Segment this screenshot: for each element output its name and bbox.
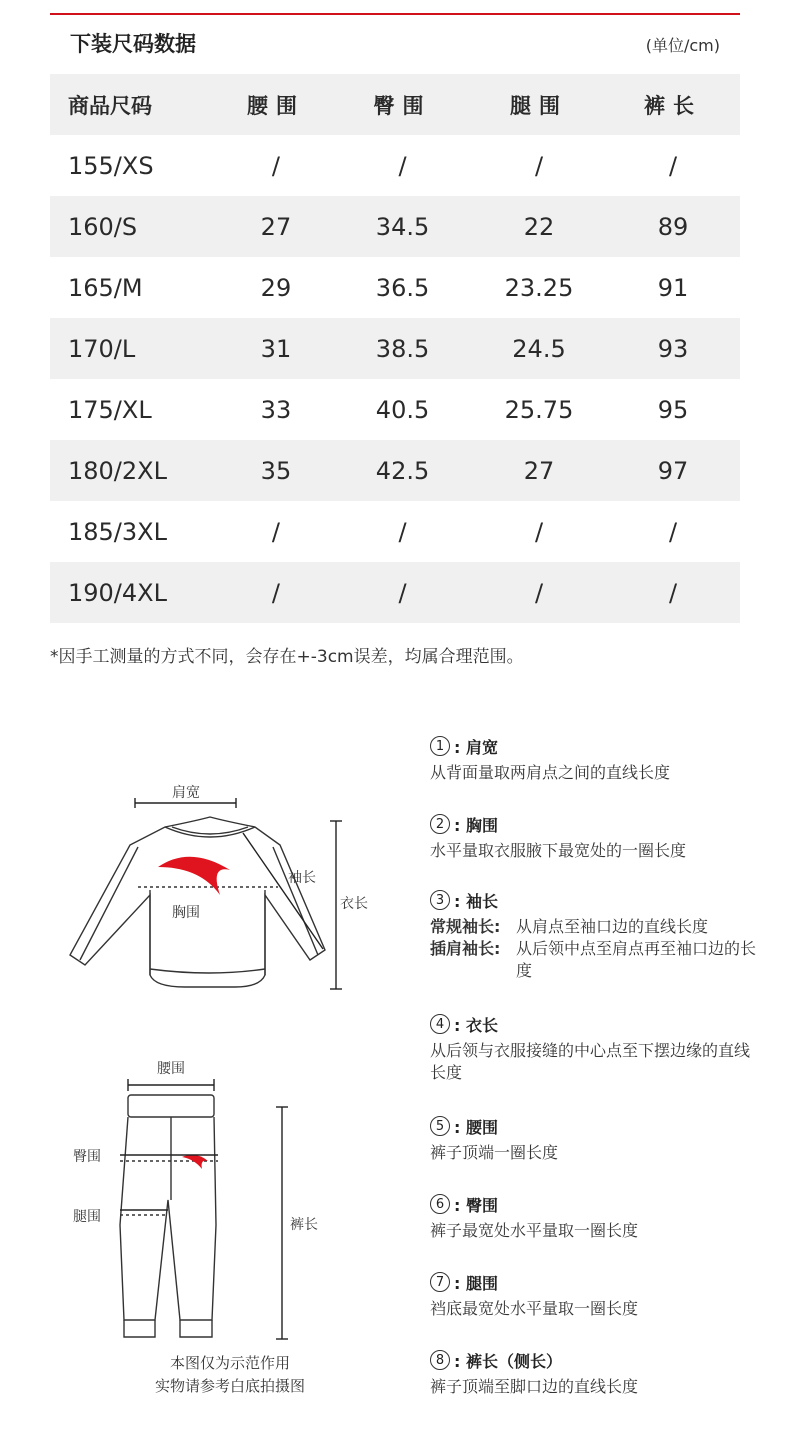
cell: 27 bbox=[523, 456, 555, 485]
cell: 24.5 bbox=[512, 334, 566, 363]
label-body-length: 衣长 bbox=[340, 896, 368, 912]
label-thigh: 腿围 bbox=[73, 1209, 101, 1225]
definition-waist bbox=[430, 1114, 760, 1192]
brand-logo-icon bbox=[158, 857, 230, 895]
cell: 180/2XL bbox=[68, 456, 167, 485]
definition-pants-length bbox=[430, 1348, 760, 1408]
cell: 22 bbox=[523, 212, 555, 241]
circled-number: 2 bbox=[430, 814, 450, 834]
definition-heading: : 肩宽 bbox=[454, 737, 498, 757]
table-row bbox=[50, 440, 740, 501]
measurement-note: *因手工测量的方式不同，会存在+-3cm误差，均属合理范围。 bbox=[50, 647, 524, 667]
pants-illustration bbox=[120, 1095, 218, 1337]
cell: 34.5 bbox=[375, 212, 430, 241]
label-pants-length: 裤长 bbox=[290, 1217, 318, 1233]
definition-text: 水平量取衣服腋下最宽处的一圈长度 bbox=[430, 841, 687, 860]
definition-title bbox=[430, 888, 760, 912]
cell: 93 bbox=[657, 334, 689, 363]
definition-chest bbox=[430, 812, 760, 888]
cell: / bbox=[668, 517, 678, 546]
regular-sleeve-row bbox=[430, 916, 760, 938]
cell: 155/XS bbox=[68, 151, 154, 180]
definition-title bbox=[430, 1270, 760, 1294]
cell: 165/M bbox=[68, 273, 143, 302]
cell: 27 bbox=[260, 212, 292, 241]
cell: / bbox=[668, 151, 678, 180]
circled-number: 7 bbox=[430, 1272, 450, 1292]
definition-text: 裤子顶端至脚口边的直线长度 bbox=[430, 1377, 639, 1396]
regular-sleeve-label: 常规袖长: bbox=[430, 917, 501, 936]
definition-thigh bbox=[430, 1270, 760, 1348]
table-row bbox=[50, 257, 740, 318]
label-chest: 胸围 bbox=[172, 905, 200, 921]
garment-diagram bbox=[40, 720, 400, 1420]
label-waist: 腰围 bbox=[157, 1061, 185, 1077]
cell: 33 bbox=[260, 395, 292, 424]
cell: 31 bbox=[260, 334, 292, 363]
circled-number: 3 bbox=[430, 890, 450, 910]
cell: / bbox=[398, 578, 407, 607]
table-row bbox=[50, 135, 740, 196]
cell: 40.5 bbox=[375, 395, 430, 424]
label-shoulder: 肩宽 bbox=[172, 785, 200, 801]
cell: 170/L bbox=[68, 334, 136, 363]
definition-title bbox=[430, 1114, 760, 1138]
definition-text: 裤子顶端一圈长度 bbox=[430, 1143, 559, 1162]
cell: / bbox=[398, 151, 407, 180]
cell: 89 bbox=[657, 212, 689, 241]
circled-number: 5 bbox=[430, 1116, 450, 1136]
definition-title bbox=[430, 812, 760, 836]
table-row bbox=[50, 318, 740, 379]
raglan-sleeve-row bbox=[430, 938, 760, 982]
cell: 95 bbox=[657, 395, 689, 424]
circled-number: 1 bbox=[430, 736, 450, 756]
definition-heading: : 胸围 bbox=[454, 815, 498, 835]
cell: / bbox=[271, 517, 280, 546]
pants-logo-icon bbox=[182, 1155, 208, 1169]
definition-heading: : 裤长（侧长） bbox=[454, 1351, 562, 1371]
definition-text: 裤子最宽处水平量取一圈长度 bbox=[430, 1221, 639, 1240]
definition-title bbox=[430, 1348, 760, 1372]
caption-line-1: 本图仅为示范作用 bbox=[169, 1354, 290, 1372]
cell: 29 bbox=[260, 273, 292, 302]
cell: / bbox=[271, 151, 280, 180]
definition-heading: : 臀围 bbox=[454, 1195, 498, 1215]
col-header-size: 商品尺码 bbox=[68, 93, 152, 118]
cell: 42.5 bbox=[375, 456, 430, 485]
cell: 38.5 bbox=[375, 334, 430, 363]
cell: / bbox=[271, 578, 280, 607]
top-accent-line bbox=[50, 13, 740, 15]
definition-shoulder bbox=[430, 734, 760, 812]
table-row bbox=[50, 562, 740, 623]
circled-number: 4 bbox=[430, 1014, 450, 1034]
cell: / bbox=[534, 578, 544, 607]
cell: 36.5 bbox=[375, 273, 430, 302]
cell: 97 bbox=[657, 456, 689, 485]
definition-sleeve bbox=[430, 888, 760, 1012]
cell: 23.25 bbox=[504, 273, 574, 302]
cell: 25.75 bbox=[504, 395, 574, 424]
cell: 91 bbox=[657, 273, 689, 302]
regular-sleeve-text: 从肩点至袖口边的直线长度 bbox=[516, 917, 709, 936]
label-hip: 臀围 bbox=[73, 1149, 101, 1165]
definition-text: 从背面量取两肩点之间的直线长度 bbox=[430, 763, 671, 782]
definition-title bbox=[430, 734, 760, 758]
definition-text: 裆底最宽处水平量取一圈长度 bbox=[430, 1299, 639, 1318]
cell: 160/S bbox=[68, 212, 138, 241]
circled-number: 6 bbox=[430, 1194, 450, 1214]
cell: / bbox=[534, 151, 544, 180]
size-table bbox=[50, 74, 740, 623]
cell: / bbox=[668, 578, 678, 607]
definition-heading: : 袖长 bbox=[454, 891, 498, 911]
sweatshirt-illustration bbox=[70, 817, 325, 987]
diagram-caption bbox=[100, 1352, 360, 1398]
cell: 35 bbox=[260, 456, 292, 485]
definition-body-length bbox=[430, 1012, 760, 1114]
definition-heading: : 衣长 bbox=[454, 1015, 498, 1035]
table-row bbox=[50, 501, 740, 562]
page-title: 下装尺码数据 bbox=[70, 32, 196, 56]
definition-title bbox=[430, 1012, 760, 1036]
definition-title bbox=[430, 1192, 760, 1216]
col-header-waist: 腰围 bbox=[246, 93, 305, 118]
measurement-definitions bbox=[430, 734, 760, 1408]
unit-label: (单位/cm) bbox=[645, 36, 720, 55]
raglan-sleeve-label: 插肩袖长: bbox=[430, 939, 501, 958]
definition-heading: : 腰围 bbox=[454, 1117, 498, 1137]
col-header-hip: 臀围 bbox=[373, 93, 432, 118]
cell: / bbox=[534, 517, 544, 546]
table-row bbox=[50, 196, 740, 257]
definition-text: 从后领与衣服接缝的中心点至下摆边缘的直线长度 bbox=[430, 1041, 751, 1082]
cell: / bbox=[398, 517, 407, 546]
cell: 185/3XL bbox=[68, 517, 167, 546]
circled-number: 8 bbox=[430, 1350, 450, 1370]
definition-heading: : 腿围 bbox=[454, 1273, 498, 1293]
table-row bbox=[50, 379, 740, 440]
raglan-sleeve-text: 从后领中点至肩点再至袖口边的长度 bbox=[516, 939, 757, 980]
caption-line-2: 实物请参考白底拍摄图 bbox=[154, 1377, 305, 1395]
definition-hip bbox=[430, 1192, 760, 1270]
col-header-length: 裤长 bbox=[644, 93, 702, 118]
col-header-thigh: 腿围 bbox=[510, 93, 568, 118]
cell: 175/XL bbox=[68, 395, 152, 424]
cell: 190/4XL bbox=[68, 578, 167, 607]
label-sleeve: 袖长 bbox=[288, 870, 316, 886]
table-header bbox=[50, 74, 740, 135]
